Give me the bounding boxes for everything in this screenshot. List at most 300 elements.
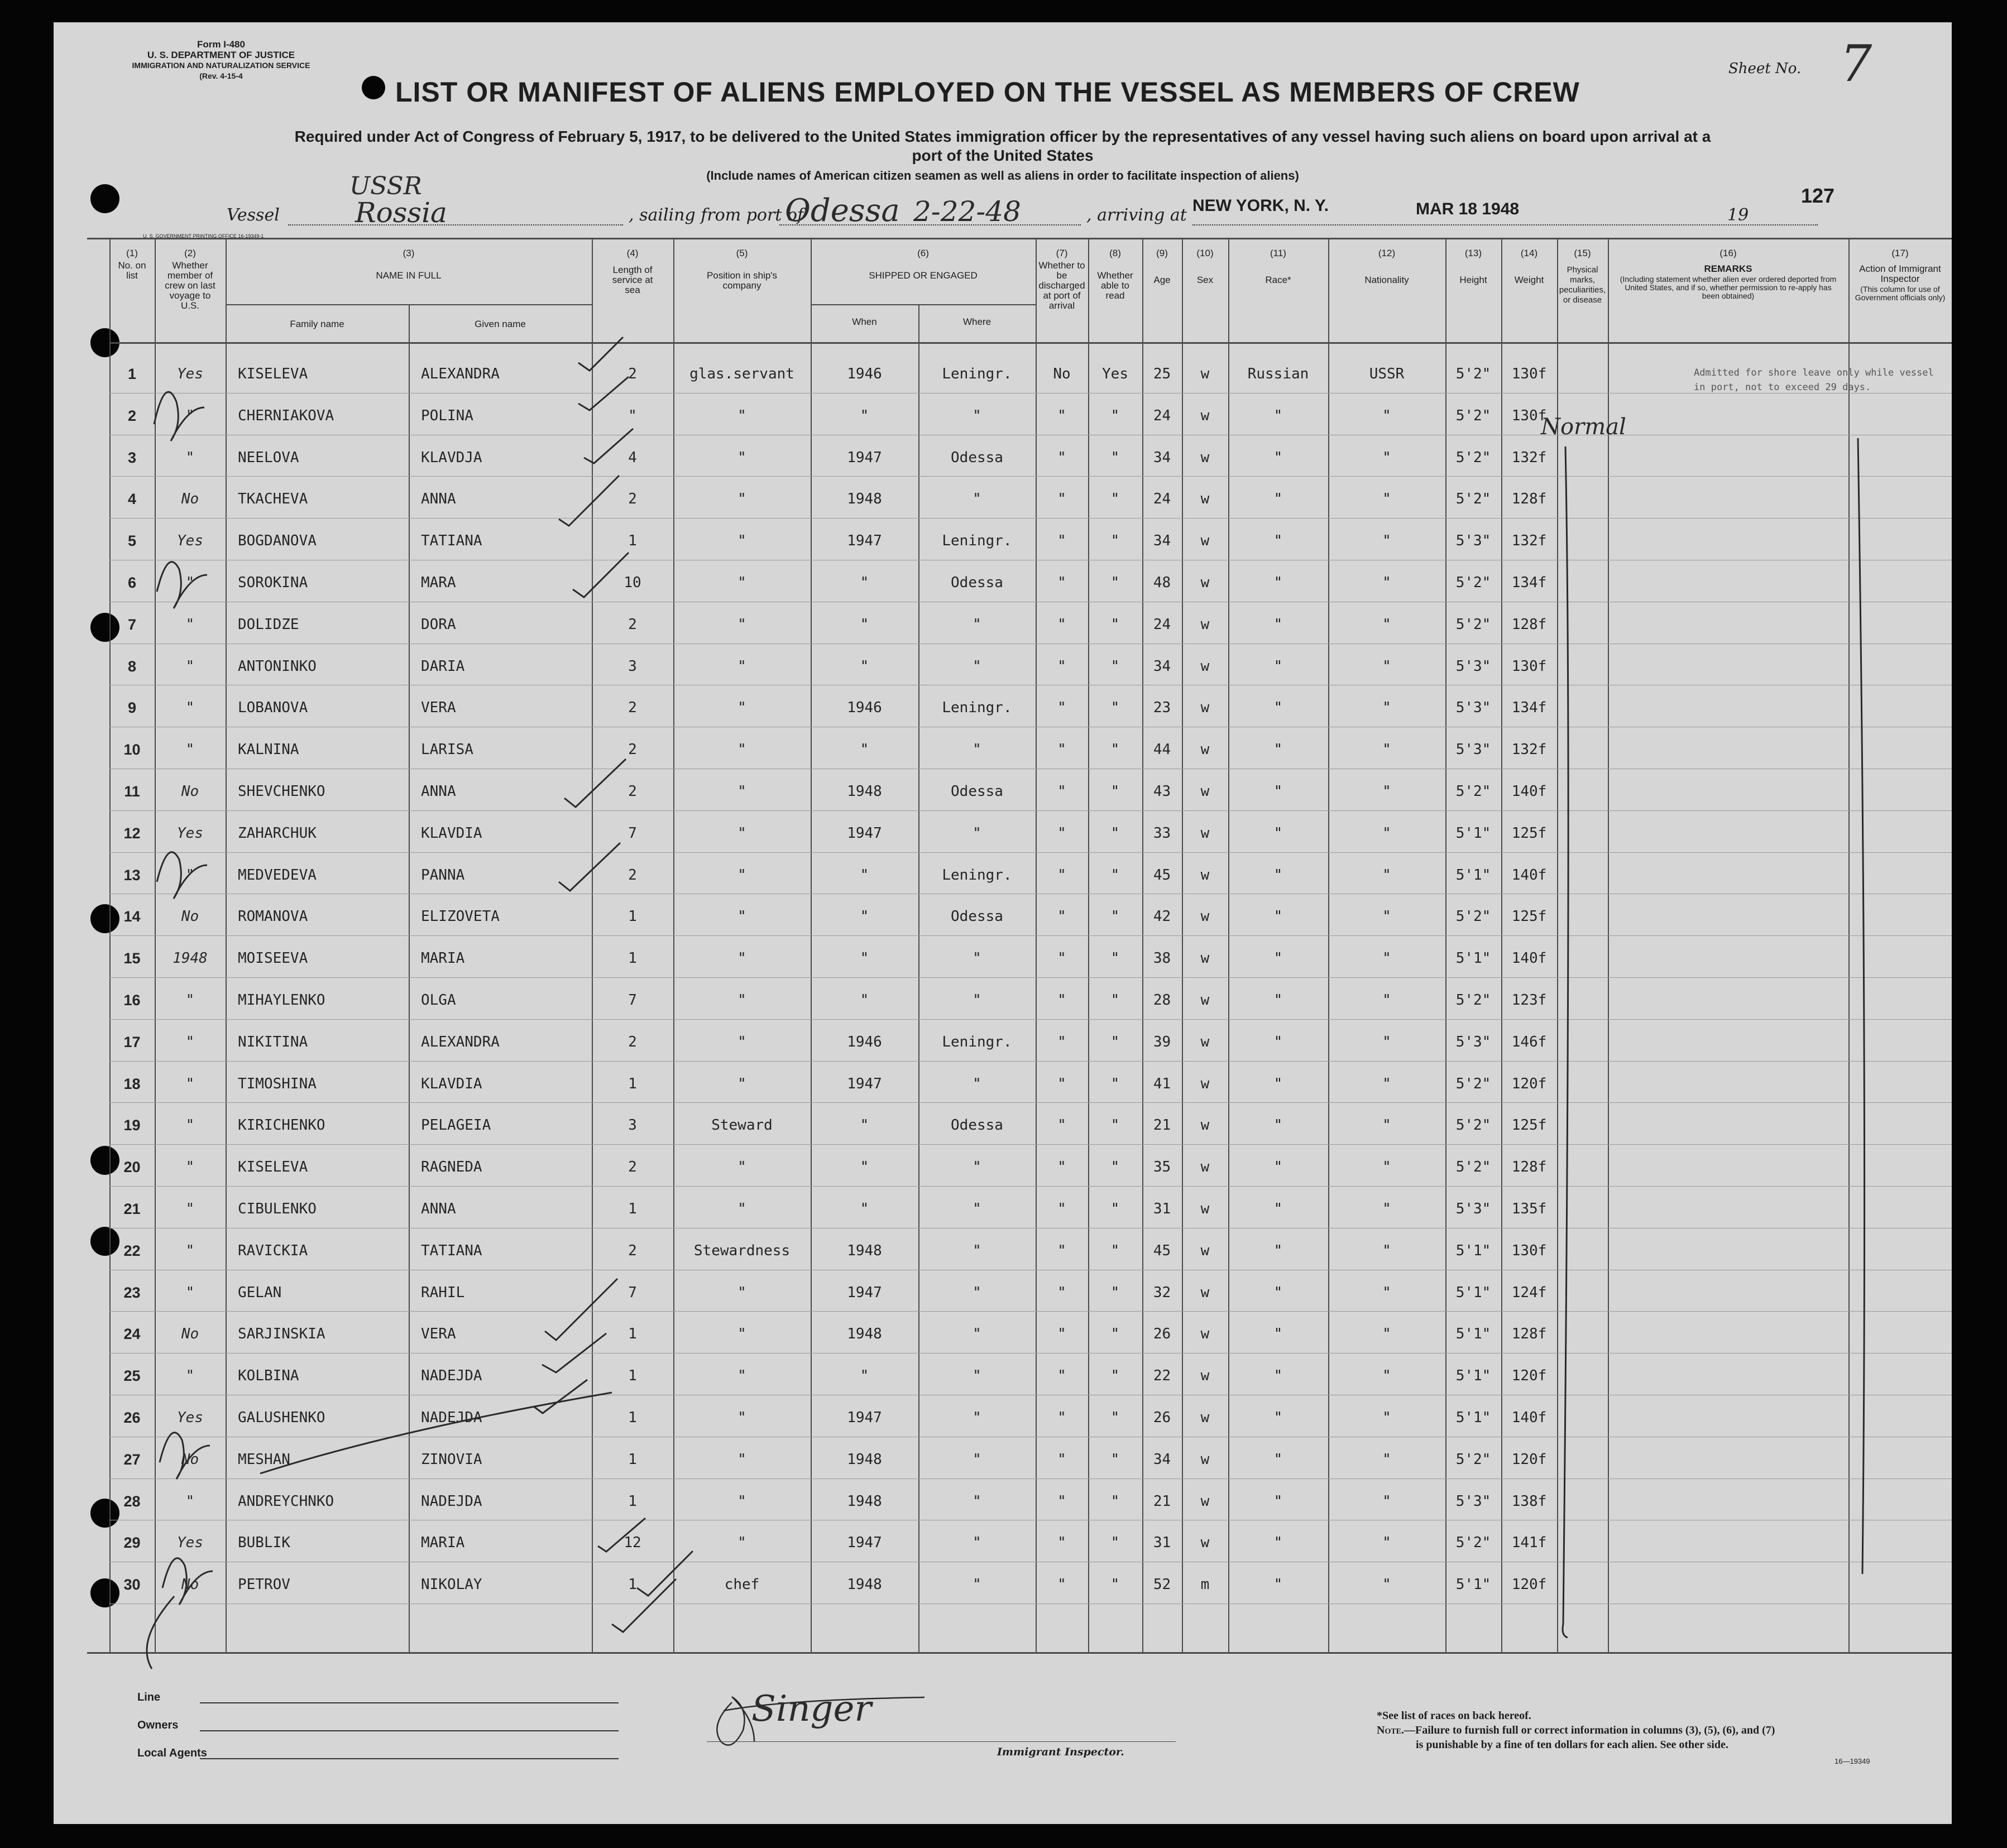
race: " [1273,1117,1283,1134]
shipped-when: " [860,908,869,925]
position: " [737,908,746,925]
family-name: TKACHEVA [238,491,308,508]
position: " [737,1201,746,1217]
last-voyage: " [185,1033,195,1050]
col2-header [155,248,226,311]
position: " [737,783,746,800]
sex: w [1200,950,1210,967]
shipped-where: " [973,1201,981,1217]
sex: w [1200,1075,1210,1092]
service-length: 2 [628,366,637,382]
revision: (Rev. 4-15-4 [199,71,243,80]
given-name: PANNA [421,866,465,884]
nationality: " [1382,1367,1391,1385]
shipped-where: " [973,407,981,424]
last-voyage: No [181,1451,199,1468]
arrival-dotted-line [1192,224,1818,225]
able-to-read: " [1110,1492,1120,1510]
shipped-when: 1947 [847,1534,882,1552]
age: 34 [1153,449,1171,466]
shipped-when: " [860,741,869,759]
family-name: LOBANOVA [238,699,308,717]
race: " [1273,992,1283,1009]
sex: w [1200,491,1210,508]
service-length: 1 [628,1075,637,1092]
shipped-where: " [973,1367,981,1385]
race: " [1273,1367,1283,1385]
position: " [737,1159,746,1176]
service-length: 7 [628,824,637,842]
given-name: OLGA [421,992,456,1009]
service-length: 1 [628,1576,637,1593]
family-name: SOROKINA [238,574,308,591]
col17-note: (This column for use of Government officials only) [1855,285,1946,302]
given-name: NIKOLAY [421,1576,482,1593]
service-length: 10 [624,574,641,591]
able-to-read: " [1110,699,1120,717]
sailing-date: 2-22-48 [913,195,1021,228]
weight: 140f [1511,866,1547,884]
given-name: ELIZOVETA [421,908,500,925]
age: 26 [1153,1409,1171,1426]
col10-header [1182,248,1228,285]
row-rule [109,1019,1952,1020]
line-label: Line [137,1691,161,1703]
col15-header [1557,248,1608,305]
able-to-read: " [1110,783,1120,800]
weight: 140f [1511,783,1547,800]
family-name: SHEVCHENKO [238,783,325,800]
shipped-when: " [860,574,869,591]
able-to-read: " [1110,616,1120,633]
shipped-where: Leningr. [942,866,1012,884]
race: " [1273,1033,1283,1050]
row-number: 18 [123,1075,141,1092]
height: 5'3" [1455,1492,1491,1510]
shipped-where: Odessa [951,1117,1003,1134]
shipped-when: " [860,1201,869,1217]
given-name: DARIA [421,657,465,675]
sex: w [1200,616,1210,633]
position: Stewardness [693,1242,791,1259]
able-to-read: " [1110,657,1120,675]
nationality: " [1382,908,1391,925]
race: " [1273,1159,1283,1176]
last-voyage: " [185,1201,195,1217]
discharged: " [1057,908,1066,925]
row-number: 5 [127,532,137,550]
service-length: 2 [628,616,637,633]
vessel-label: Vessel [227,205,280,225]
weight: 140f [1511,950,1547,967]
family-name: ZAHARCHUK [238,824,317,842]
col16-header [1608,248,1848,300]
family-name: CIBULENKO [238,1201,317,1217]
able-to-read: " [1110,1033,1120,1050]
shipped-where: " [973,1075,981,1092]
col9-number: (9) [1156,248,1168,258]
col7-number: (7) [1056,248,1068,258]
sex: w [1200,657,1210,675]
row-number: 23 [123,1284,141,1301]
row-number: 28 [123,1492,141,1510]
punch-hole [90,184,119,213]
col17-header [1848,248,1952,302]
punch-hole [362,76,385,99]
weight: 130f [1511,1242,1547,1259]
race: " [1273,824,1283,842]
last-voyage: Yes [177,1534,203,1552]
able-to-read: " [1110,741,1120,759]
shipped-when: 1946 [847,699,882,717]
height: 5'2" [1455,992,1491,1009]
height: 5'1" [1455,1242,1491,1259]
able-to-read: " [1110,908,1120,925]
height: 5'2" [1455,783,1491,800]
row-number: 15 [123,950,141,967]
nationality: " [1382,491,1391,508]
manifest-title: LIST OR MANIFEST OF ALIENS EMPLOYED ON THE VESSEL AS MEMBERS OF CREW [395,76,1580,108]
col16-title: REMARKS [1704,263,1752,274]
position: " [737,1451,746,1468]
given-name: ALEXANDRA [421,1033,500,1050]
able-to-read: " [1110,1284,1120,1301]
shipped-where: Leningr. [942,532,1012,550]
shipped-where: " [973,1326,981,1343]
race-note: *See list of races on back hereof. [1377,1710,1531,1722]
nationality: " [1382,950,1391,967]
nationality: " [1382,574,1391,591]
height: 5'1" [1455,1367,1491,1385]
given-name: VERA [421,699,456,717]
row-rule [109,977,1952,978]
col-divider [1557,238,1558,1652]
col4-title: Length of service at sea [612,265,653,295]
position: " [737,992,746,1009]
family-name: DOLIDZE [238,616,299,633]
col10-number: (10) [1196,248,1214,258]
row-rule [109,1061,1952,1062]
height: 5'1" [1455,1284,1491,1301]
position: " [737,407,746,424]
last-voyage: Yes [177,532,203,550]
nationality: " [1382,532,1391,550]
given-name: KLAVDIA [421,824,482,842]
nationality: " [1382,992,1391,1009]
sex: w [1200,908,1210,925]
col7-header [1036,248,1088,311]
service-length: 1 [628,1409,637,1426]
position: " [737,1284,746,1301]
weight: 124f [1511,1284,1547,1301]
nationality: USSR [1369,366,1405,382]
family-name: KISELEVA [238,1159,308,1176]
service-length: 2 [628,491,637,508]
shipped-where: Leningr. [942,366,1012,382]
weight: 141f [1511,1534,1547,1552]
given-name: LARISA [421,741,473,759]
position: " [737,1075,746,1092]
row-number: 16 [123,992,141,1009]
discharged: " [1057,1451,1066,1468]
service-length: 1 [628,908,637,925]
weight: 130f [1511,407,1547,424]
position: " [737,824,746,842]
col12-title: Nationality [1364,275,1409,285]
row-number: 13 [123,866,141,884]
discharged: " [1057,1534,1066,1552]
able-to-read: " [1110,824,1120,842]
able-to-read: " [1110,574,1120,591]
race: " [1273,741,1283,759]
sex: w [1200,574,1210,591]
agents-label: Local Agents [137,1747,207,1759]
row-number: 22 [123,1242,141,1259]
height: 5'2" [1455,1075,1491,1092]
nationality: " [1382,1159,1391,1176]
row-rule [109,1186,1952,1187]
family-name: MEDVEDEVA [238,866,317,884]
sex: w [1200,407,1210,424]
given-name: KLAVDJA [421,449,482,466]
service-length: 2 [628,1242,637,1259]
discharged: " [1057,1576,1066,1593]
col5-title: Position in ship's company [706,270,778,291]
discharged: " [1057,1492,1066,1510]
col7-title: Whether to be discharged at port of arrival [1038,260,1085,311]
col11-number: (11) [1270,248,1286,258]
nationality: " [1382,1033,1391,1050]
age: 35 [1153,1159,1171,1176]
last-voyage: No [181,908,199,925]
row-number: 14 [123,908,141,925]
sex: w [1200,1409,1210,1426]
service-length: 1 [628,1326,637,1343]
service-length: 1 [628,950,637,967]
row-number: 11 [124,783,140,800]
weight: 146f [1511,1033,1547,1050]
position: " [737,699,746,717]
service-length: 1 [628,1367,637,1385]
race: " [1273,699,1283,717]
race: " [1273,1284,1283,1301]
age: 21 [1153,1492,1171,1510]
able-to-read: " [1110,992,1120,1009]
age: 24 [1153,491,1171,508]
discharged: " [1057,741,1066,759]
inspector-label: Immigrant Inspector. [997,1746,1124,1758]
nationality: " [1382,1576,1391,1593]
shipped-when: " [860,407,869,424]
row-number: 24 [123,1326,141,1343]
shipped-where: " [973,657,981,675]
weight: 132f [1511,532,1547,550]
age: 45 [1153,1242,1171,1259]
given-name: ZINOVIA [421,1451,482,1468]
sex: w [1200,1117,1210,1134]
position: " [737,1033,746,1050]
shipped-when: " [860,950,869,967]
col1-title: No. on list [118,260,146,281]
row-number: 12 [123,824,141,842]
age: 31 [1153,1534,1171,1552]
discharged: " [1057,616,1066,633]
shipped-where: Odessa [951,908,1003,925]
position: " [737,657,746,675]
weight: 120f [1511,1576,1547,1593]
requirement-line-1: Required under Act of Congress of February 5, 1917, to be delivered to the United States immigration officer by the representatives of any vessel having such aliens on board upon arrival at a [294,128,1711,145]
age: 38 [1153,950,1171,967]
col15-number: (15) [1574,248,1591,258]
check-marks [260,337,693,1632]
shipped-when: 1948 [847,1451,882,1468]
position: " [737,491,746,508]
discharged: " [1057,407,1066,424]
given-name: VERA [421,1326,456,1343]
sex: w [1200,699,1210,717]
height: 5'1" [1455,1326,1491,1343]
position: " [737,866,746,884]
requirement-text [121,127,1885,165]
col1-header [109,248,155,281]
position: " [737,574,746,591]
service-length: 3 [628,657,637,675]
col17-title: Action of Immigrant Inspector [1859,263,1941,284]
row-number: 26 [123,1409,141,1426]
col13-number: (13) [1464,248,1482,258]
service-length: 2 [628,699,637,717]
position: " [737,741,746,759]
col9-header [1142,248,1182,285]
race: " [1273,950,1283,967]
agents-dotted [200,1758,619,1759]
discharged: " [1057,1326,1066,1343]
service-length: 7 [628,1284,637,1301]
discharged: " [1057,866,1066,884]
height: 5'1" [1455,824,1491,842]
discharged: " [1057,1159,1066,1176]
family-name: NEELOVA [238,449,299,466]
able-to-read: " [1110,950,1120,967]
position: " [737,1492,746,1510]
age: 28 [1153,992,1171,1009]
sex: w [1200,1201,1210,1217]
height: 5'3" [1455,657,1491,675]
position: " [737,950,746,967]
service-length: 7 [628,992,637,1009]
sex: m [1200,1576,1210,1593]
family-name: NIKITINA [238,1033,308,1050]
row-number: 25 [123,1367,141,1385]
col6-number: (6) [917,248,929,258]
shipped-where: Leningr. [942,1033,1012,1050]
family-name: KALNINA [238,741,299,759]
service-length: 1 [628,1201,637,1217]
height: 5'2" [1455,1159,1491,1176]
col10-title: Sex [1196,275,1214,285]
last-voyage: " [185,992,195,1009]
sex: w [1200,866,1210,884]
shipped-where: " [973,616,981,633]
discharged: " [1057,783,1066,800]
age: 24 [1153,407,1171,424]
col3-number: (3) [403,248,415,258]
sheet-label: Sheet No. [1728,60,1802,77]
row-number: 6 [127,574,137,591]
given-name: MARIA [421,950,465,967]
nationality: " [1382,407,1391,424]
last-voyage: " [185,1284,195,1301]
row-rule [109,810,1952,811]
shipped-when: 1947 [847,1409,882,1426]
shipped-where: " [973,824,981,842]
printer-line: U. S. GOVERNMENT PRINTING OFFICE 16-19349-1 [143,233,264,239]
service-length: 1 [628,1451,637,1468]
service-length: 1 [628,532,637,550]
position: " [737,1534,746,1552]
row-number: 3 [127,449,137,466]
able-to-read: " [1110,1409,1120,1426]
position: " [737,616,746,633]
col16-note: (Including statement whether alien ever ordered deported from United States, and if so, whether permission to re-apply has been obtained) [1620,275,1837,300]
last-voyage: " [185,1075,195,1092]
service: IMMIGRATION AND NATURALIZATION SERVICE [132,61,310,70]
nationality: " [1382,1451,1391,1468]
able-to-read: " [1110,407,1120,424]
family-name: KOLBINA [238,1367,299,1385]
shipped-where: Leningr. [942,699,1012,717]
age: 24 [1153,616,1171,633]
last-voyage: No [181,783,199,800]
shipped-where: " [973,1576,981,1593]
shipped-where: " [973,1534,981,1552]
discharged: " [1057,574,1066,591]
given-name: RAHIL [421,1284,465,1301]
position: chef [724,1576,760,1593]
age: 34 [1153,532,1171,550]
able-to-read: " [1110,1159,1120,1176]
shipped-where: Odessa [951,574,1003,591]
shipped-when: 1948 [847,1576,882,1593]
col6-header [811,248,1036,281]
height: 5'2" [1455,1534,1491,1552]
given-name: ALEXANDRA [421,366,500,382]
height: 5'3" [1455,1033,1491,1050]
position: " [737,532,746,550]
discharged: " [1057,950,1066,967]
weight: 132f [1511,449,1547,466]
position: Steward [711,1117,773,1134]
last-voyage: Yes [177,366,203,382]
discharged: " [1057,992,1066,1009]
row-number: 29 [123,1534,141,1552]
family-name: MIHAYLENKO [238,992,325,1009]
height: 5'3" [1455,532,1491,550]
col-divider [409,304,410,1652]
row-rule [109,476,1952,477]
weight: 140f [1511,1409,1547,1426]
shipped-where: " [973,1242,981,1259]
nationality: " [1382,1201,1391,1217]
able-to-read: " [1110,449,1120,466]
family-name: ANDREYCHNKO [238,1492,334,1510]
sex: w [1200,1033,1210,1050]
able-to-read: Yes [1102,366,1128,382]
col-divider [1848,238,1850,1652]
weight: 138f [1511,1492,1547,1510]
shipped-subheader-rule [811,304,1036,305]
table-bottom-border [87,1652,1952,1654]
